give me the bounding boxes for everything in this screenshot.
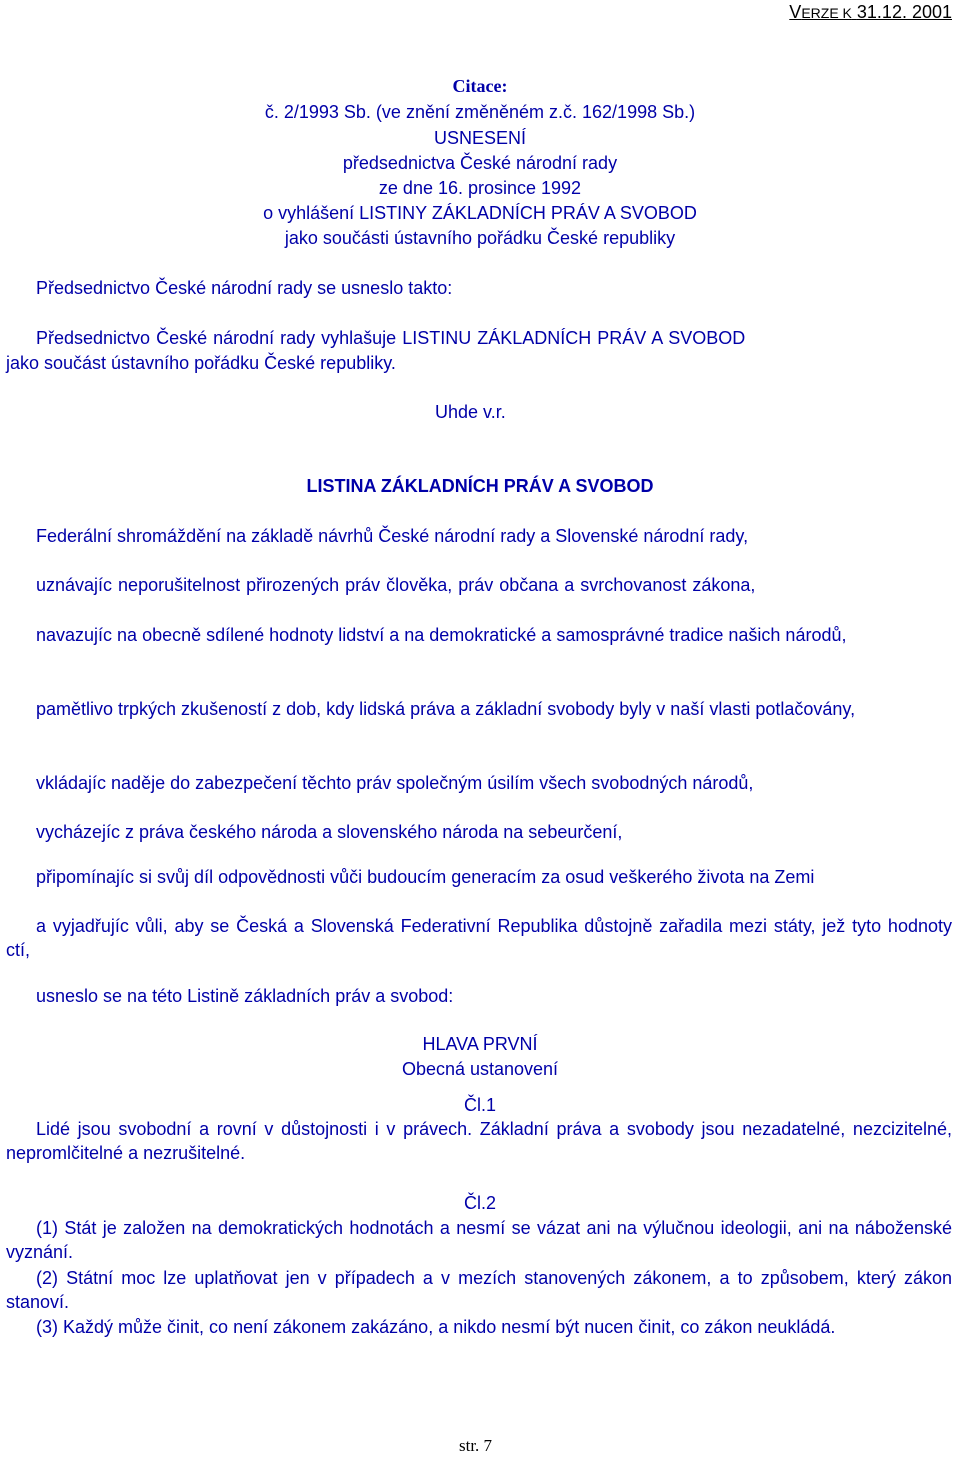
preamble-paragraph-3: navazujíc na obecně sdílené hodnoty lidství a na demokratické a samosprávné tradice našich národů,: [36, 625, 847, 645]
issuing-body: předsednictva České národní rady: [342, 153, 618, 173]
signature: Uhde v.r.: [435, 402, 506, 422]
article-2-label: Čl.2: [463, 1193, 496, 1213]
preamble-paragraph-8: usneslo se na této Listině základních práv a svobod:: [36, 986, 454, 1006]
version-label: [789, 0, 952, 25]
article-1-label: Čl.1: [463, 1095, 496, 1115]
decree-line-2: jako součást ústavního pořádku České republiky.: [6, 353, 396, 373]
article-2-paragraph-3: (3) Každý může činit, co není zákonem zakázáno, a nikdo nesmí být nucen činit, co zákon neukládá.: [36, 1317, 836, 1337]
version-prefix: ERZE K: [801, 5, 852, 21]
preamble-paragraph-7a: připomínajíc si svůj díl odpovědnosti vůči budoucím generacím za osud veškerého života na Zemi: [36, 867, 815, 887]
decree-line-1: Předsednictvo České národní rady vyhlašuje LISTINU ZÁKLADNÍCH PRÁV A SVOBOD: [36, 328, 746, 348]
resolution-date: ze dne 16. prosince 1992: [378, 178, 582, 198]
preamble-paragraph-7b: a vyjadřujíc vůli, aby se Česká a Slovenská Federativní Republika důstojně zařadila mezi státy, jež tyto hodnoty ctí,: [6, 916, 952, 960]
charter-title: LISTINA ZÁKLADNÍCH PRÁV A SVOBOD: [306, 476, 654, 496]
resolved-line: Předsednictvo České národní rady se usneslo takto:: [36, 278, 453, 298]
article-2-paragraph-1: (1) Stát je založen na demokratických hodnotách a nesmí se vázat ani na výlučnou ideologii, ani na náboženské vyznání.: [6, 1218, 952, 1262]
article-2-paragraph-2: (2) Státní moc lze uplatňovat jen v případech a v mezích stanovených zákonem, a to způsobem, který zákon stanoví.: [6, 1268, 952, 1312]
usneseni-title: USNESENÍ: [433, 128, 527, 148]
preamble-paragraph-1: Federální shromáždění na základě návrhů České národní rady a Slovenské národní rady,: [36, 526, 749, 546]
version-date: 31.12. 2001: [856, 2, 952, 22]
preamble-paragraph-5: vkládajíc naděje do zabezpečení těchto práv společným úsilím všech svobodných národů,: [36, 773, 754, 793]
head-one-title: HLAVA PRVNÍ: [422, 1034, 538, 1054]
resolution-subject-2: jako součásti ústavního pořádku České republiky: [284, 228, 676, 248]
version-v: V: [789, 2, 802, 22]
article-1-text: Lidé jsou svobodní a rovní v důstojnosti i v právech. Základní práva a svobody jsou nezadatelné, nezcizitelné, nepromlčitelné a nezrušitelné.: [6, 1119, 952, 1163]
preamble-paragraph-6: vycházejíc z práva českého národa a slovenského národa na sebeurčení,: [36, 822, 623, 842]
preamble-paragraph-4: pamětlivo trpkých zkušeností z dob, kdy lidská práva a základní svobody byly v naší vlasti potlačovány,: [36, 699, 856, 719]
page-number: str. 7: [459, 1436, 493, 1455]
citation-line: č. 2/1993 Sb. (ve znění změněném z.č. 162/1998 Sb.): [264, 102, 696, 122]
head-one-subtitle: Obecná ustanovení: [401, 1059, 559, 1079]
resolution-subject: o vyhlášení LISTINY ZÁKLADNÍCH PRÁV A SVOBOD: [263, 203, 697, 223]
preamble-paragraph-2: uznávajíc neporušitelnost přirozených práv člověka, práv občana a svrchovanost zákona,: [36, 575, 756, 595]
citace-label: Citace:: [452, 76, 508, 96]
